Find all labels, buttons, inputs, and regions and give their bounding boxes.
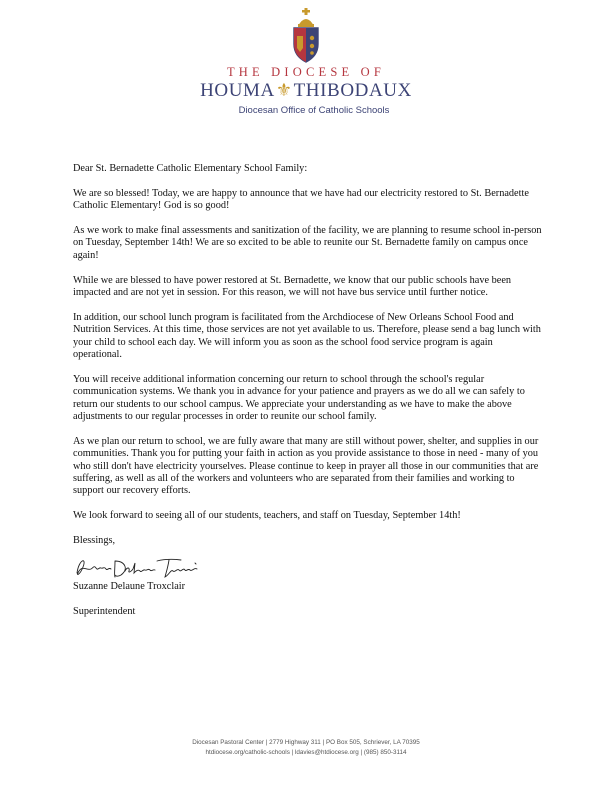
paragraph-5: You will receive additional information concerning our return to school through the school's regular communication systems. We thank you in advance for your patience and prayers as we do all we can safely to return our students to our school campus. We appreciate your understanding as we have to make the above adjustments to our regular processes in order to reunite our school family. xyxy=(73,373,525,423)
handwritten-signature xyxy=(73,553,203,581)
diocese-place-line xyxy=(0,80,612,101)
footer-contact: htdiocese.org/catholic-schools | ldavies@htdiocese.org | (985) 850-3114 xyxy=(205,748,407,756)
letterhead xyxy=(0,8,612,117)
place-houma: HOUMA xyxy=(200,80,275,101)
paragraph-1: We are so blessed! Today, we are happy to announce that we have had our electricity restored to St. Bernadette Catholic Elementary! God is so good! xyxy=(73,187,529,212)
place-thibodaux: THIBODAUX xyxy=(293,80,412,101)
signer-name: Suzanne Delaune Troxclair xyxy=(73,581,186,593)
paragraph-6: As we plan our return to school, we are fully aware that many are still without power, shelter, and supplies in our communities. Thank you for putting your faith in action as you provide assistance to those in need - many of you who still don't have electricity yourselves. Please continue to keep in prayer all those in our communities that are suffering, as well as all of the workers and volunteers who are separated from their families and working to support our recovery efforts. xyxy=(73,435,539,497)
letter-body xyxy=(73,163,543,631)
salutation: Dear St. Bernadette Catholic Elementary School Family: xyxy=(73,163,308,174)
diocese-title-line: THE DIOCESE OF xyxy=(226,65,386,79)
paragraph-7: We look forward to seeing all of our students, teachers, and staff on Tuesday, September 14th! xyxy=(73,510,461,522)
paragraph-4: In addition, our school lunch program is facilitated from the Archdiocese of New Orleans School Food and Nutrition Services. At this time, those services are not yet available to us. Therefore, please send a bag lunch with your child to school each day. We will inform you as soon as the school food service program is again operational. xyxy=(73,311,541,361)
diocese-crest-icon xyxy=(284,8,328,64)
paragraph-3: While we are blessed to have power restored at St. Bernadette, we know that our public schools have been impacted and are not yet in session. For this reason, we will not have bus service until further notice. xyxy=(73,274,512,299)
footer-address: Diocesan Pastoral Center | 2779 Highway 311 | PO Box 505, Schriever, LA 70395 xyxy=(192,739,420,746)
closing: Blessings, xyxy=(73,535,116,547)
footer xyxy=(0,738,612,757)
signer-title: Superintendent xyxy=(73,606,136,618)
fleur-de-lis-icon: ⚜ xyxy=(275,80,293,100)
paragraph-2: As we work to make final assessments and sanitization of the facility, we are planning to resume school in-person on Tuesday, September 14th! We are so excited to be able to reunite our St. Bernadette family on campus once again! xyxy=(73,225,542,261)
office-name: Diocesan Office of Catholic Schools xyxy=(238,105,390,116)
